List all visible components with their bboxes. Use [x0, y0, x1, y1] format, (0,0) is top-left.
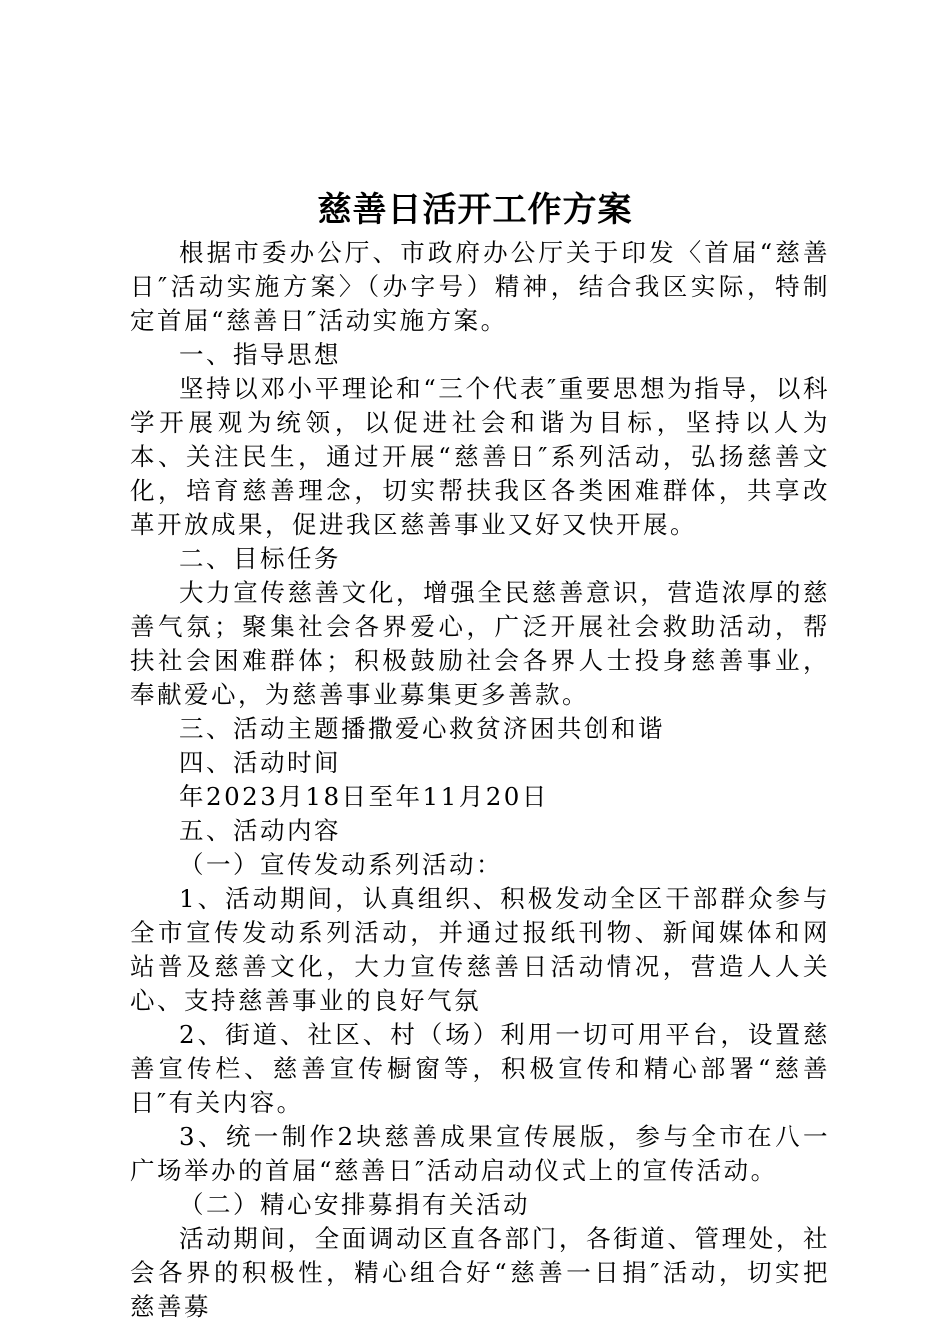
- heading-time: 四、活动时间: [179, 748, 341, 777]
- paragraph-item-1: 1、活动期间，认真组织、积极发动全区干部群众参与全市宣传发动系列活动，并通过报纸刊物、新闻媒体和网站普及慈善文化，大力宣传慈善日活动情况，营造人人关心、支持慈善事业的良好气氛: [130, 884, 830, 1015]
- heading-goals: 二、目标任务: [179, 544, 341, 573]
- paragraph-item-2: 2、街道、社区、村（场）利用一切可用平台，设置慈善宣传栏、慈善宣传橱窗等，积极宣传和精心部署“慈善日″有关内容。: [130, 1020, 830, 1117]
- paragraph-time: 年2023月18日至年11月20日: [179, 782, 549, 811]
- document-body: [130, 236, 830, 1324]
- heading-content: 五、活动内容: [179, 816, 341, 845]
- document-title: 慈善日活开工作方案: [317, 190, 633, 230]
- heading-guiding-ideology: 一、指导思想: [179, 340, 341, 369]
- paragraph-goals: 大力宣传慈善文化，增强全民慈善意识，营造浓厚的慈善气氛；聚集社会各界爱心，广泛开展社会救助活动，帮扶社会困难群体；积极鼓励社会各界人士投身慈善事业，奉献爱心，为慈善事业募集更多善款。: [130, 578, 830, 709]
- paragraph-donation: 活动期间，全面调动区直各部门，各街道、管理处，社会各界的积极性，精心组合好“慈善一日捐″活动，切实把慈善募: [130, 1224, 830, 1321]
- paragraph-item-3: 3、统一制作2块慈善成果宣传展版，参与全市在八一广场举办的首届“慈善日″活动启动仪式上的宣传活动。: [130, 1122, 830, 1185]
- paragraph-intro: 根据市委办公厅、市政府办公厅关于印发〈首届“慈善日″活动实施方案〉（办字号）精神，结合我区实际，特制定首届“慈善日″活动实施方案。: [130, 238, 830, 335]
- subheading-publicity: （一）宣传发动系列活动：: [179, 850, 503, 879]
- heading-theme: 三、活动主题播撒爱心救贫济困共创和谐: [179, 714, 665, 743]
- paragraph-guiding-ideology: 坚持以邓小平理论和“三个代表″重要思想为指导，以科学开展观为统领，以促进社会和谐为目标，坚持以人为本、关注民生，通过开展“慈善日″系列活动，弘扬慈善文化，培育慈善理念，切实帮扶我区各类困难群体，共享改革开放成果，促进我区慈善事业又好又快开展。: [130, 374, 830, 539]
- subheading-donation: （二）精心安排募捐有关活动: [179, 1190, 530, 1219]
